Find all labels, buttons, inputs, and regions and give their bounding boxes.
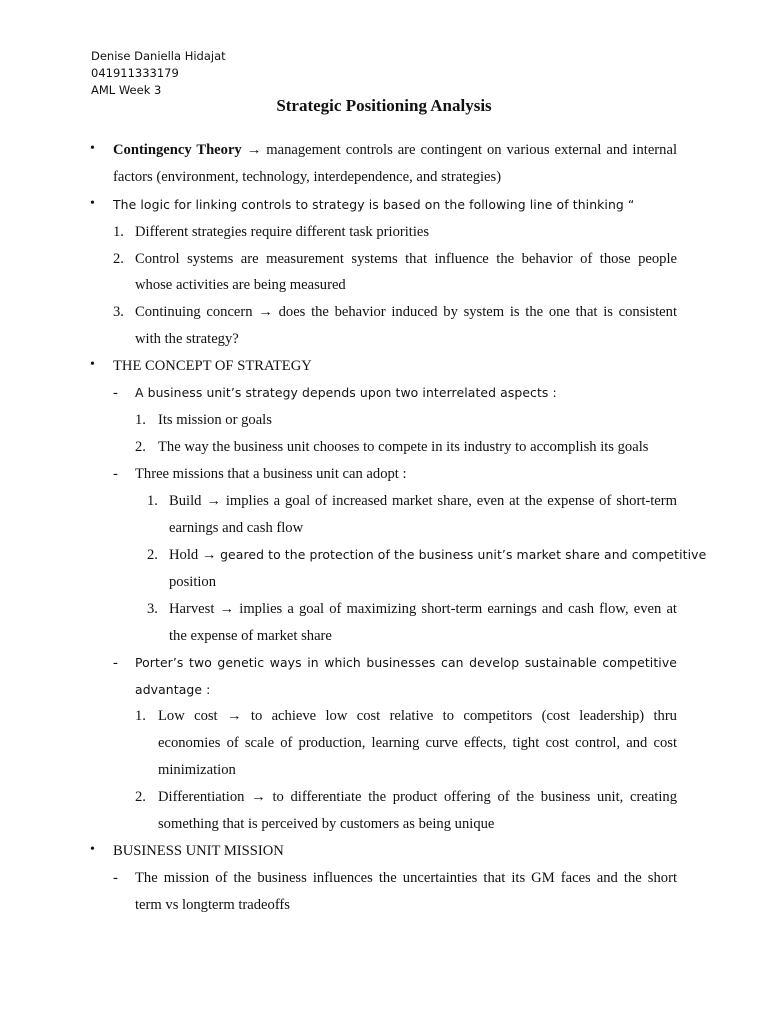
list-number: 2. <box>113 251 124 267</box>
mission-harvest-line-2: the expense of market share <box>169 628 332 644</box>
aspect-2: The way the business unit chooses to compete in its industry to accomplish its goals <box>158 439 649 455</box>
bum-line-2: term vs longterm tradeoffs <box>135 897 290 913</box>
porter-diff-line-2: something that is perceived by customers as being unique <box>158 816 495 832</box>
mission-build-line-1 <box>169 492 677 510</box>
dash-marker: - <box>113 466 118 482</box>
porter-text: to differentiate the product offering of the business unit, creating <box>272 789 678 805</box>
logic-item-2-line-2: whose activities are being measured <box>135 277 346 293</box>
logic-item-3-text: does the behavior induced by system is the one that is consistent <box>278 304 678 320</box>
contingency-line-2: factors (environment, technology, interdependence, and strategies) <box>113 169 502 185</box>
mission-label: Build <box>169 493 202 509</box>
author-name: Denise Daniella Hidajat <box>91 49 226 63</box>
list-number: 3. <box>113 304 124 320</box>
contingency-label: Contingency Theory <box>113 142 242 158</box>
bullet-icon: • <box>90 141 95 156</box>
mission-label: Harvest <box>169 601 215 617</box>
bullet-icon: • <box>90 842 95 857</box>
logic-item-1: Different strategies require different task priorities <box>135 224 430 240</box>
contingency-line-1 <box>113 141 677 159</box>
mission-text: implies a goal of increased market share, even at the expense of short-term <box>225 493 677 509</box>
logic-item-2-line-1: Control systems are measurement systems that influence the behavior of those people <box>135 251 677 267</box>
bum-heading: BUSINESS UNIT MISSION <box>113 843 284 859</box>
list-number: 1. <box>113 224 124 240</box>
list-number: 1. <box>135 708 146 724</box>
porter-lowcost-line-2: economies of scale of production, learning curve effects, tight cost control, and cost <box>158 735 677 751</box>
porter-line-1: Porter’s two genetic ways in which businesses can develop sustainable competitive <box>135 655 677 670</box>
list-number: 1. <box>135 412 146 428</box>
student-id: 041911333179 <box>91 66 179 80</box>
strategy-dash-1: A business unit’s strategy depends upon two interrelated aspects : <box>135 385 557 400</box>
mission-build-line-2: earnings and cash flow <box>169 520 304 536</box>
bullet-icon: • <box>90 196 95 211</box>
mission-hold-line-1 <box>169 546 707 564</box>
dash-marker: - <box>113 655 118 671</box>
bullet-icon: • <box>90 357 95 372</box>
logic-item-3-line-1 <box>135 303 677 321</box>
porter-lowcost-line-1 <box>158 707 677 725</box>
list-number: 2. <box>135 439 146 455</box>
strategy-dash-2: Three missions that a business unit can adopt : <box>135 466 407 482</box>
porter-line-2: advantage : <box>135 682 211 697</box>
porter-label: Differentiation <box>158 789 245 805</box>
list-number: 1. <box>147 493 158 509</box>
logic-item-3-label: Continuing concern <box>135 304 253 320</box>
bum-line-1: The mission of the business influences the uncertainties that its GM faces and the short <box>135 870 677 886</box>
mission-harvest-line-1 <box>169 600 677 618</box>
logic-text: The logic for linking controls to strategy is based on the following line of thinking “ <box>113 197 635 212</box>
dash-marker: - <box>113 870 118 886</box>
arrow-icon: → <box>246 142 262 158</box>
mission-text: implies a goal of maximizing short-term earnings and cash flow, even at <box>239 601 677 617</box>
logic-item-3-line-2: with the strategy? <box>135 331 239 347</box>
porter-text: to achieve low cost relative to competitors (cost leadership) thru <box>250 708 677 724</box>
arrow-icon: → <box>219 601 235 617</box>
course-week: AML Week 3 <box>91 83 162 97</box>
arrow-icon: → <box>226 708 242 724</box>
arrow-icon: → <box>258 304 273 320</box>
porter-lowcost-line-3: minimization <box>158 762 236 778</box>
page-title: Strategic Positioning Analysis <box>276 96 492 115</box>
arrow-icon: → <box>251 789 266 805</box>
porter-diff-line-1 <box>158 788 677 806</box>
arrow-icon: → <box>201 547 217 563</box>
porter-label: Low cost <box>158 708 218 724</box>
dash-marker: - <box>113 385 118 401</box>
mission-label: Hold <box>169 547 199 563</box>
arrow-icon: → <box>206 493 221 509</box>
mission-text: geared to the protection of the business unit’s market share and competitive <box>220 547 707 562</box>
mission-hold-line-2: position <box>169 574 217 590</box>
list-number: 2. <box>135 789 146 805</box>
list-number: 3. <box>147 601 158 617</box>
strategy-heading: THE CONCEPT OF STRATEGY <box>113 358 312 374</box>
aspect-1: Its mission or goals <box>158 412 272 428</box>
contingency-text: management controls are contingent on various external and internal <box>266 142 677 158</box>
list-number: 2. <box>147 547 158 563</box>
